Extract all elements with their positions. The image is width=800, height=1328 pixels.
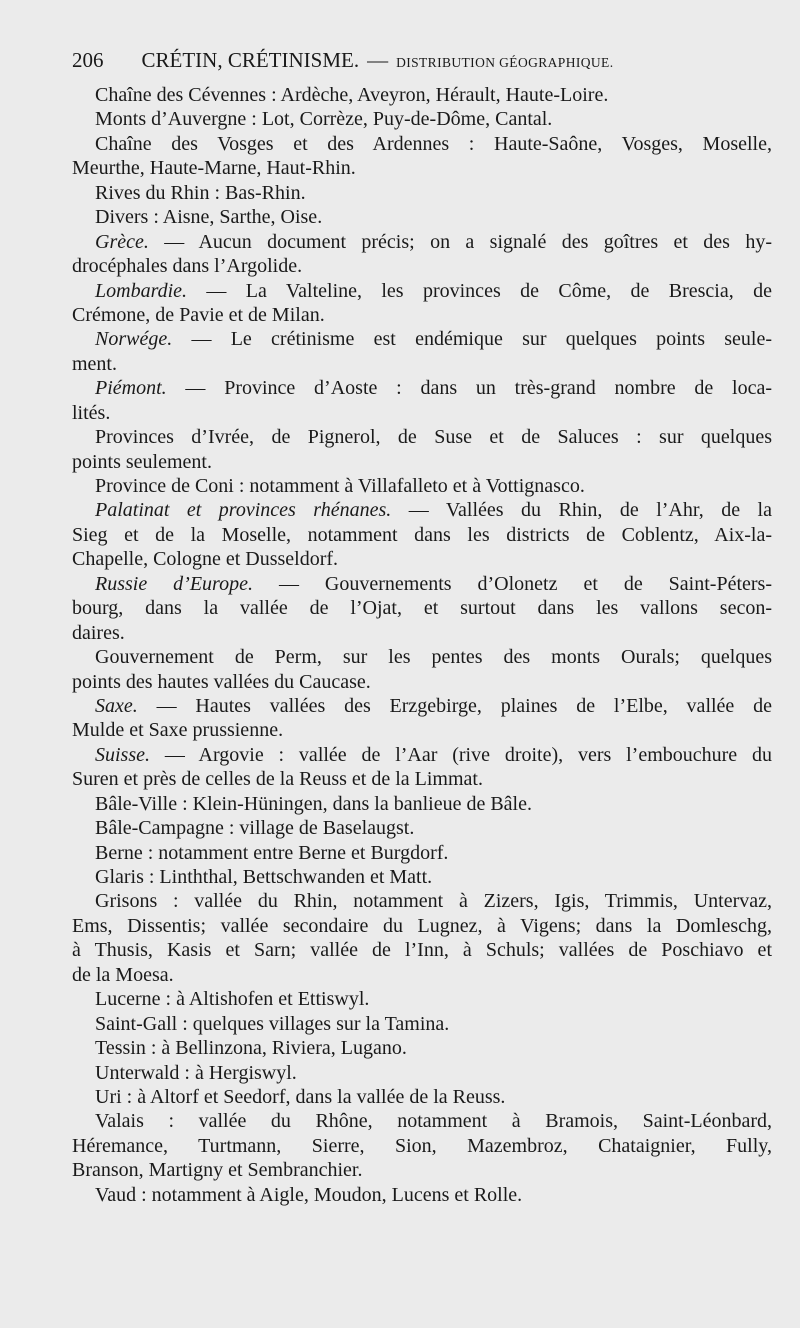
text-line xyxy=(72,841,772,865)
region-name: Norwége. xyxy=(95,328,173,351)
text-line xyxy=(72,107,772,131)
line-text: Crémone, de Pavie et de Milan. xyxy=(72,303,325,326)
line-text: Sieg et de la Moselle, notamment dans les districts de Coblentz, Aix-la- xyxy=(72,523,772,546)
running-subtitle: DISTRIBUTION GÉOGRAPHIQUE. xyxy=(396,55,614,70)
text-line xyxy=(72,425,772,449)
running-header xyxy=(72,46,752,77)
page-number: 206 xyxy=(72,48,104,72)
text-line xyxy=(72,1061,772,1085)
line-text: Chaîne des Cévennes : Ardèche, Aveyron, Hérault, Haute-Loire. xyxy=(95,84,609,106)
line-text: Glaris : Linththal, Bettschwanden et Matt. xyxy=(95,866,433,888)
line-text: — Vallées du Rhin, de l’Ahr, de la xyxy=(391,499,772,522)
text-line xyxy=(72,938,772,962)
text-line xyxy=(72,205,772,229)
line-text: Suren et près de celles de la Reuss et de la Limmat. xyxy=(72,768,483,791)
text-line xyxy=(72,303,772,327)
region-name: Lombardie. xyxy=(95,279,188,302)
line-text: Mulde et Saxe prussienne. xyxy=(72,719,284,742)
text-line xyxy=(72,1183,772,1207)
region-name: Piémont. xyxy=(95,377,167,400)
line-text: — La Valteline, les provinces de Côme, de Brescia, de xyxy=(187,279,772,302)
text-line xyxy=(72,1134,772,1158)
line-text: de la Moesa. xyxy=(72,963,174,986)
line-text: Héremance, Turtmann, Sierre, Sion, Mazembroz, Chataignier, Fully, xyxy=(72,1134,772,1157)
line-text: points seulement. xyxy=(72,450,212,473)
text-line xyxy=(72,670,772,694)
line-text: Province de Coni : notamment à Villafalleto et à Vottignasco. xyxy=(95,475,585,497)
region-name: Grèce. xyxy=(95,230,149,253)
line-text: Lucerne : à Altishofen et Ettiswyl. xyxy=(95,988,370,1011)
region-name: Suisse. xyxy=(95,743,150,766)
text-line xyxy=(72,572,772,596)
line-text: — Argovie : vallée de l’Aar (rive droite), vers l’embouchure du xyxy=(150,743,772,766)
text-line xyxy=(72,181,772,205)
line-text: Grisons : vallée du Rhin, notamment à Zizers, Igis, Trimmis, Untervaz, xyxy=(95,890,772,913)
text-line xyxy=(72,596,772,620)
running-title: CRÉTIN, CRÉTINISME. xyxy=(141,48,360,72)
text-line xyxy=(72,914,772,938)
text-line xyxy=(72,83,772,107)
line-text: Vaud : notamment à Aigle, Moudon, Lucens et Rolle. xyxy=(95,1183,523,1206)
text-line xyxy=(72,1036,772,1060)
region-name: Palatinat et provinces rhénanes. xyxy=(95,499,392,522)
text-line xyxy=(72,1085,772,1109)
line-text: Gouvernement de Perm, sur les pentes des monts Ourals; quelques xyxy=(95,646,772,669)
line-text: lités. xyxy=(72,401,111,424)
text-line xyxy=(72,156,772,180)
line-text: Berne : notamment entre Berne et Burgdorf. xyxy=(95,841,449,864)
line-text: ment. xyxy=(72,352,117,375)
line-text: Unterwald : à Hergiswyl. xyxy=(95,1061,297,1084)
text-line xyxy=(72,279,772,303)
text-line xyxy=(72,450,772,474)
text-line xyxy=(72,376,772,400)
text-line xyxy=(72,963,772,987)
line-text: — Aucun document précis; on a signalé des goîtres et des hy- xyxy=(148,230,772,253)
line-text: bourg, dans la vallée de l’Ojat, et surtout dans les vallons secon- xyxy=(72,597,772,620)
text-line xyxy=(72,743,772,767)
text-body xyxy=(72,83,772,1207)
text-line xyxy=(72,718,772,742)
text-line xyxy=(72,645,772,669)
line-text: Provinces d’Ivrée, de Pignerol, de Suse et de Saluces : sur quelques xyxy=(95,426,772,449)
text-line xyxy=(72,1158,772,1182)
line-text: Bâle-Campagne : village de Baselaugst. xyxy=(95,817,415,840)
text-line xyxy=(72,474,772,498)
text-line xyxy=(72,230,772,254)
line-text: Bâle-Ville : Klein-Hüningen, dans la banlieue de Bâle. xyxy=(95,792,532,815)
text-line xyxy=(72,401,772,425)
text-line xyxy=(72,621,772,645)
text-line xyxy=(72,547,772,571)
line-text: — Le crétinisme est endémique sur quelques points seule- xyxy=(172,328,772,351)
text-line xyxy=(72,816,772,840)
text-line xyxy=(72,767,772,791)
text-line xyxy=(72,132,772,156)
line-text: Saint-Gall : quelques villages sur la Tamina. xyxy=(95,1012,450,1035)
text-line xyxy=(72,523,772,547)
line-text: Chapelle, Cologne et Dusseldorf. xyxy=(72,548,339,571)
line-text: points des hautes vallées du Caucase. xyxy=(72,670,371,693)
line-text: à Thusis, Kasis et Sarn; vallée de l’Inn, à Schuls; vallées de Poschiavo et xyxy=(72,939,772,962)
text-line xyxy=(72,327,772,351)
text-line xyxy=(72,792,772,816)
region-name: Saxe. xyxy=(95,694,138,717)
line-text: Chaîne des Vosges et des Ardennes : Haute-Saône, Vosges, Moselle, xyxy=(95,132,772,155)
header-dash: — xyxy=(367,48,389,72)
line-text: Ems, Dissentis; vallée secondaire du Lugnez, à Vigens; dans la Domleschg, xyxy=(72,914,772,937)
text-line xyxy=(72,694,772,718)
line-text: Valais : vallée du Rhône, notamment à Bramois, Saint-Léonbard, xyxy=(95,1110,772,1133)
region-name: Russie d’Europe. xyxy=(95,572,253,595)
text-line xyxy=(72,987,772,1011)
line-text: Tessin : à Bellinzona, Riviera, Lugano. xyxy=(95,1037,407,1060)
text-line xyxy=(72,865,772,889)
line-text: — Province d’Aoste : dans un très-grand nombre de loca- xyxy=(166,377,772,400)
line-text: daires. xyxy=(72,621,125,644)
line-text: drocéphales dans l’Argolide. xyxy=(72,255,303,278)
text-line xyxy=(72,498,772,522)
line-text: Rives du Rhin : Bas-Rhin. xyxy=(95,181,306,204)
text-line xyxy=(72,254,772,278)
text-line xyxy=(72,1109,772,1133)
line-text: Uri : à Altorf et Seedorf, dans la vallée de la Reuss. xyxy=(95,1085,506,1108)
line-text: — Gouvernements d’Olonetz et de Saint-Péters- xyxy=(252,572,772,595)
text-line xyxy=(72,889,772,913)
line-text: — Hautes vallées des Erzgebirge, plaines de l’Elbe, vallée de xyxy=(137,694,772,717)
text-line xyxy=(72,1012,772,1036)
line-text: Divers : Aisne, Sarthe, Oise. xyxy=(95,206,323,229)
text-line xyxy=(72,352,772,376)
line-text: Branson, Martigny et Sembranchier. xyxy=(72,1159,363,1182)
line-text: Meurthe, Haute-Marne, Haut-Rhin. xyxy=(72,157,356,180)
line-text: Monts d’Auvergne : Lot, Corrèze, Puy-de-Dôme, Cantal. xyxy=(95,108,553,131)
